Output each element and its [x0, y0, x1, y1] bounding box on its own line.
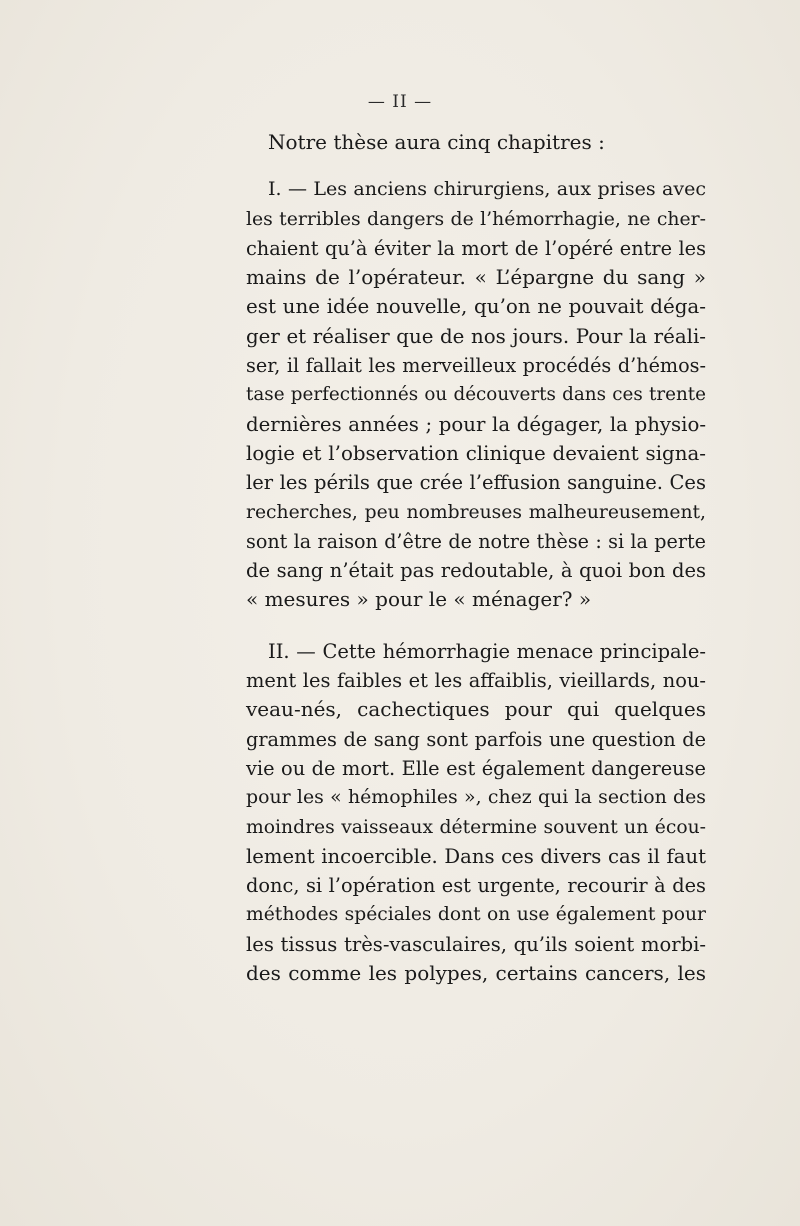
text-line: pour les « hémophiles », chez qui la section des: [246, 786, 706, 809]
text-line: méthodes spéciales dont on use également pour: [246, 904, 706, 926]
text-line: mains de l’opérateur. « L’épargne du sang »: [246, 265, 706, 290]
text-line: ser, il fallait les merveilleux procédés d’hémos-: [246, 354, 706, 378]
section-1-paragraph: [246, 175, 706, 614]
section-2-paragraph: [246, 637, 706, 989]
text-line: recherches, peu nombreuses malheureusement,: [246, 501, 706, 523]
text-line: donc, si l’opération est urgente, recourir à des: [246, 874, 706, 898]
page-body: [246, 128, 706, 988]
text-line: moindres vaisseaux détermine souvent un écou-: [246, 816, 706, 838]
text-line: est une idée nouvelle, qu’on ne pouvait déga-: [246, 295, 706, 319]
text-line: « mesures » pour le « ménager? »: [246, 587, 592, 612]
text-line: ment les faibles et les affaiblis, vieillards, nou-: [246, 669, 706, 693]
text-line: logie et l’observation clinique devaient signa-: [246, 441, 706, 465]
text-line: chaient qu’à éviter la mort de l’opéré entre les: [246, 236, 706, 260]
text-line: II. — Cette hémorrhagie menace principale-: [268, 639, 706, 663]
text-line: sont la raison d’être de notre thèse : si la perte: [246, 529, 706, 553]
text-line: vie ou de mort. Elle est également dangereuse: [246, 756, 706, 780]
text-line: ger et réaliser que de nos jours. Pour la réali-: [246, 324, 706, 348]
text-line: grammes de sang sont parfois une question de: [246, 727, 706, 751]
page-number: — II —: [367, 92, 433, 112]
text-line: ler les périls que crée l’effusion sanguine. Ces: [246, 471, 706, 495]
text-line: dernières années ; pour la dégager, la physio-: [246, 412, 706, 436]
text-line: des comme les polypes, certains cancers, les: [246, 961, 706, 986]
text-line: I. — Les anciens chirurgiens, aux prises avec: [268, 178, 706, 201]
text-line: les terribles dangers de l’hémorrhagie, ne cher-: [246, 208, 706, 230]
text-line: tase perfectionnés ou découverts dans ces trente: [246, 384, 706, 406]
intro-line: Notre thèse aura cinq chapitres :: [268, 130, 605, 154]
text-line: de sang n’était pas redoutable, à quoi bon des: [246, 559, 706, 583]
text-line: veau-nés, cachectiques pour qui quelques: [246, 697, 706, 722]
text-line: lement incoercible. Dans ces divers cas il faut: [246, 844, 706, 868]
text-line: les tissus très-vasculaires, qu’ils soient morbi-: [246, 932, 706, 956]
